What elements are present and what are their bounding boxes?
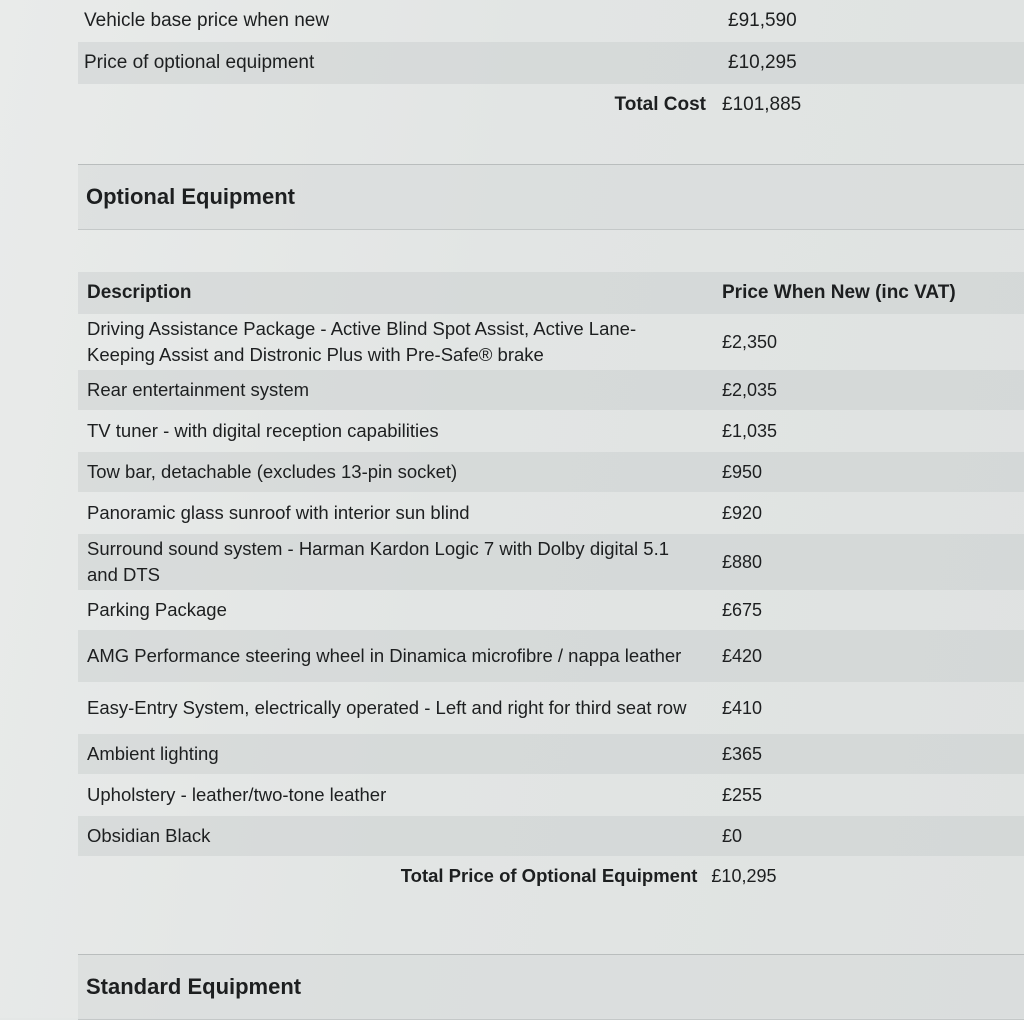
row-price: £410 xyxy=(722,697,763,718)
optional-equipment-total-row xyxy=(78,856,1024,896)
optional-price-value: £10,295 xyxy=(728,52,797,73)
table-row xyxy=(78,734,1024,774)
table-row xyxy=(78,534,1024,590)
row-description: Tow bar, detachable (excludes 13-pin socket) xyxy=(87,461,458,482)
total-cost-row xyxy=(78,84,1024,126)
row-price: £880 xyxy=(722,551,763,572)
row-price: £420 xyxy=(722,645,763,666)
row-description: Ambient lighting xyxy=(87,743,219,764)
row-description: Obsidian Black xyxy=(87,825,211,846)
row-description: TV tuner - with digital reception capabilities xyxy=(87,420,439,441)
optional-total-value: £10,295 xyxy=(711,865,777,886)
optional-price-label: Price of optional equipment xyxy=(84,52,315,73)
standard-equipment-heading: Standard Equipment xyxy=(78,954,1024,1020)
column-header-price: Price When New (inc VAT) xyxy=(722,282,956,303)
row-price: £1,035 xyxy=(722,420,778,441)
cost-summary-table xyxy=(78,0,1024,126)
row-price: £2,035 xyxy=(722,379,778,400)
optional-price-row xyxy=(78,42,1024,84)
table-row xyxy=(78,370,1024,410)
row-description: AMG Performance steering wheel in Dinamica microfibre / nappa leather xyxy=(87,645,682,666)
table-row xyxy=(78,314,1024,370)
row-price: £2,350 xyxy=(722,331,778,352)
content xyxy=(78,0,1024,1020)
optional-total-label: Total Price of Optional Equipment xyxy=(400,865,698,886)
total-cost-value: £101,885 xyxy=(722,94,802,115)
column-header-description: Description xyxy=(87,282,192,303)
base-price-value: £91,590 xyxy=(728,10,797,31)
base-price-row xyxy=(78,0,1024,42)
row-price: £0 xyxy=(722,825,743,846)
table-row xyxy=(78,492,1024,534)
row-description: Parking Package xyxy=(87,599,227,620)
table-row xyxy=(78,452,1024,492)
base-price-label: Vehicle base price when new xyxy=(84,10,330,31)
row-price: £255 xyxy=(722,784,763,805)
table-header-row xyxy=(78,272,1024,314)
row-description: Driving Assistance Package - Active Blind Spot Assist, Active Lane-Keeping Assist and Distronic Plus with Pre-Safe® brake xyxy=(87,318,637,365)
table-row xyxy=(78,774,1024,816)
table-row xyxy=(78,816,1024,856)
row-description: Panoramic glass sunroof with interior sun blind xyxy=(87,502,470,523)
total-cost-label: Total Cost xyxy=(614,94,706,115)
optional-equipment-table xyxy=(78,272,1024,896)
table-row xyxy=(78,630,1024,682)
table-row xyxy=(78,410,1024,452)
row-description: Easy-Entry System, electrically operated - Left and right for third seat row xyxy=(87,697,687,718)
table-row xyxy=(78,590,1024,630)
row-price: £920 xyxy=(722,502,763,523)
optional-equipment-heading: Optional Equipment xyxy=(78,164,1024,230)
row-description: Upholstery - leather/two-tone leather xyxy=(87,784,387,805)
row-price: £950 xyxy=(722,461,763,482)
row-description: Rear entertainment system xyxy=(87,379,310,400)
row-description: Surround sound system - Harman Kardon Logic 7 with Dolby digital 5.1 and DTS xyxy=(87,538,670,585)
table-row xyxy=(78,682,1024,734)
row-price: £675 xyxy=(722,599,763,620)
row-price: £365 xyxy=(722,743,763,764)
